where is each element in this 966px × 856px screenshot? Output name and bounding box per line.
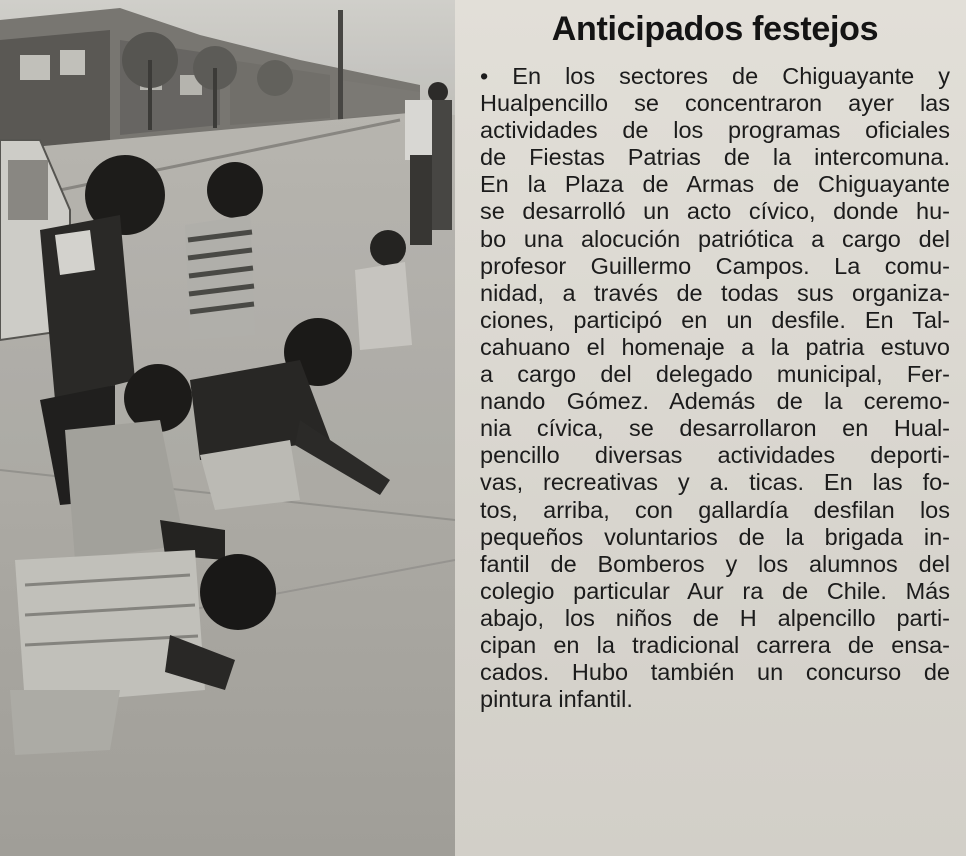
photo-children-street (0, 0, 455, 856)
body-line: Hualpencillo se concentraron ayer las (480, 90, 950, 117)
body-line: cahuano el homenaje a la patria estuvo (480, 333, 950, 360)
body-line: abajo, los niños de H alpencillo parti- (480, 604, 950, 631)
body-line: pintura infantil. (480, 686, 633, 713)
headline: Anticipados festejos (551, 10, 879, 48)
body-line: vas, recreativas y a. ticas. En las fo- (480, 469, 950, 496)
body-line: cados. Hubo también un concurso de (480, 659, 950, 686)
body-line: pequeños voluntarios de la brigada in- (480, 523, 950, 550)
body-line: cipan en la tradicional carrera de ensa- (480, 631, 950, 658)
body-line: actividades de los programas oficiales (480, 117, 950, 144)
body-line: de Fiestas Patrias de la intercomuna. (480, 144, 950, 171)
body-line: bo una alocución patriótica a cargo del (480, 225, 950, 252)
article (480, 10, 950, 713)
body-line: nando Gómez. Además de la ceremo- (480, 388, 950, 415)
news-photo (0, 0, 455, 856)
body-line: pencillo diversas actividades deporti- (480, 442, 950, 469)
body-line: ciones, participó en un desfile. En Tal- (480, 306, 950, 333)
body-line: nidad, a través de todas sus organiza- (480, 279, 950, 306)
body-line: se desarrolló un acto cívico, donde hu- (480, 198, 950, 225)
body-line: a cargo del delegado municipal, Fer- (480, 361, 950, 388)
body-line: En la Plaza de Armas de Chiguayante (480, 171, 950, 198)
body-line: colegio particular Aur ra de Chile. Más (480, 577, 950, 604)
body-line: tos, arriba, con gallardía desfilan los (480, 496, 950, 523)
body-line: • En los sectores de Chiguayante y (480, 63, 950, 89)
body-line: fantil de Bomberos y los alumnos del (480, 550, 950, 577)
body-line: profesor Guillermo Campos. La comu- (480, 252, 950, 279)
body-line: nia cívica, se desarrollaron en Hual- (480, 415, 950, 442)
article-body (480, 63, 950, 713)
